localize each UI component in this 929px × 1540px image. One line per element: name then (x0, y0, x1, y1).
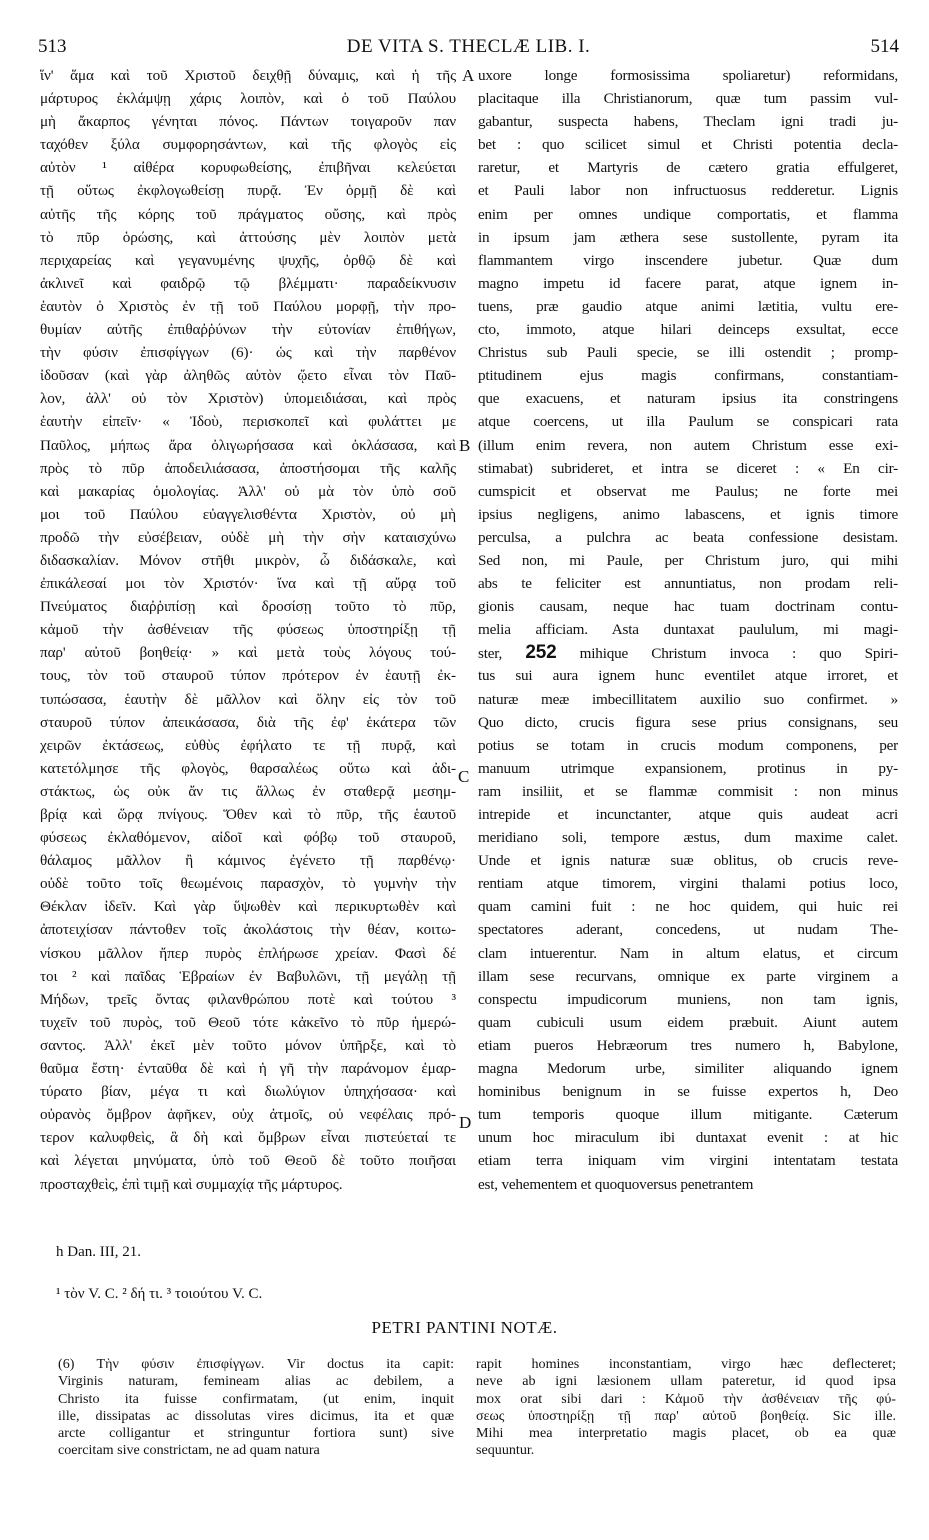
greek-text-line: φύσεως ἐκλαθόμενον, αἰδοῖ καὶ φόβῳ τοῦ σταυροῦ, (40, 829, 456, 847)
greek-text-line: σαντος. Ἀλλ' ἐκεῖ μὲν τοῦτο μόνον ὑπῆρξε, καὶ τὸ (40, 1036, 456, 1054)
latin-text-line: ipsius negligens, animo labascens, et ignis timore (478, 505, 898, 523)
latin-text-line: perculsa, a pulchra ac beata confessione desistam. (478, 528, 898, 546)
latin-text-line: magno impetu id facere parat, atque ignem in- (478, 274, 898, 292)
latin-text-line: magna Medorum urbe, similiter aliquando ignem (478, 1060, 898, 1078)
greek-text-line: περιχαρείας καὶ γεγανυμένης ψυχῆς, ὀρθῷ δὲ καὶ (40, 251, 456, 269)
greek-text-line: ἵν' ἅμα καὶ τοῦ Χριστοῦ δειχθῇ δύναμις, καὶ ἡ τῆς (40, 67, 456, 84)
note-line: mox orat sibi dari : Κἀμοῦ τὴν ἀσθένειαν τῆς φύ- (476, 1390, 896, 1407)
note-line: Virginis naturam, femineam alias ac debilem, a (58, 1373, 454, 1390)
note-line: ille, dissipatas ac dissolutas vires dicimus, ita et quæ (58, 1407, 454, 1424)
greek-text-line: κατετόλμησε τῆς φλογὸς, θαρσαλέως οὕτω καὶ ἀδι- (40, 759, 456, 777)
latin-text-line: clam intuerentur. Nam in altum elatus, et circum (478, 944, 898, 962)
greek-text-line: τὴν φύσιν ἐπισφίγγων (6)· ὡς καὶ τὴν παρθένον (40, 344, 456, 362)
latin-text-line: melia afficiam. Asta duntaxat paululum, mi magi- (478, 621, 898, 639)
latin-text-line: cto, immoto, atque hilari deinceps exsultat, ecce (478, 321, 898, 339)
greek-text-line: τους, τὸν τοῦ σταυροῦ τύπον πρότερον ἐν ἑαυτῇ ἐκ- (40, 667, 456, 685)
greek-text-line: στάκτως, ὡς οὐκ ἄν τις ἄλλως ἐν σταθερᾷ μεσημ- (40, 782, 456, 800)
greek-text-line: προσταχθεὶς, ἐπὶ τιμῇ καὶ συμμαχίᾳ τῆς μάρτυρος. (40, 1175, 343, 1193)
greek-text-line: ἀποτειχίσαν πάντοθεν τοῖς ἀκολάστοις τὴν θέαν, κοιτω- (40, 921, 456, 939)
latin-text-line: que exacuens, et naturam ipsius ita constringens (478, 390, 898, 408)
greek-text-line: βρίᾳ καὶ ὥρᾳ πνίγους. Ὅθεν καὶ τὸ πῦρ, τῆς ἑαυτοῦ (40, 806, 456, 823)
greek-text-line: θάλαμος μᾶλλον ἢ κάμινος ἐγένετο τῇ παρθένῳ· (40, 852, 456, 870)
latin-text-line: enim per omnes undique comportatis, et flamma (478, 205, 898, 223)
greek-text-line: σταυροῦ τύπον ἀπεικάσασα, διὰ τῆς ἐφ' ἑκάτερα τῶν (40, 713, 456, 731)
page-number-left: 513 (38, 36, 67, 57)
latin-text-line: gionis causam, neque hac tuam doctrinam contu- (478, 598, 898, 616)
greek-text-line: προδῶ τὴν εὐσέβειαν, οὐδὲ μὴ τὴν σὴν καταισχύνω (40, 528, 456, 546)
note-line: rapit homines inconstantiam, virgo hæc deflecteret; (476, 1356, 896, 1372)
greek-text-line: νίσκου μᾶλλον ἤπερ πυρὸς ἐπλήρωσε χρείαν. Φασὶ δέ (40, 944, 456, 962)
latin-text-line: ptitudinem ejus magis confirmans, constantiam- (478, 367, 898, 385)
greek-text-line: οὐδὲ τοῦτο τοῖς θεωμένοις παρασχὸν, τὸ γυμνὴν τὴν (40, 875, 456, 893)
greek-text-line: Πνεύματος διαῤῥιπίσῃ καὶ δροσίσῃ τοῦτο τὸ πῦρ, (40, 598, 456, 616)
greek-text-line: καὶ λέγεται μηνύματα, ὑπὸ τοῦ Θεοῦ δὲ τοῦτο ποιῆσαι (40, 1152, 456, 1170)
margin-marker-a: A (462, 66, 475, 85)
notes-left-column (58, 1356, 454, 1460)
greek-text-line: τερον καλυφθεὶς, ἃ δὴ καὶ ὄμβρων εἶναι πιστεύεταί τε (40, 1129, 456, 1147)
greek-text-line: παρ' αὐτοῦ βοηθείᾳ· » καὶ μετὰ τοὺς λόγους τού- (40, 644, 456, 662)
page-marker-252: 252 (525, 642, 557, 664)
greek-text-line: λον, ἀλλ' οὐ τὸν Χριστὸν) ὑπομειδιάσαι, καὶ πρὸς (40, 390, 456, 408)
note-line: arcte colligantur et stringuntur fortiora sunt) sive (58, 1425, 454, 1442)
latin-text-line: tuens, præ gaudio atque animi lætitia, vultu ere- (478, 297, 898, 315)
latin-text-line: bet : quo scilicet simul et Christi potentia decla- (478, 136, 898, 154)
latin-text-line: quam cubiculi usum eidem præbuit. Aiunt autem (478, 1013, 898, 1031)
latin-text-line: tum temporis quoque illum mitigante. Cæterum (478, 1106, 898, 1124)
latin-text-line: Sed non, mi Paule, per Christum juro, qui mihi (478, 551, 898, 569)
latin-text-line: ster, 252 mihique Christum invoca : quo Spiri- (478, 642, 898, 664)
greek-text-line: μοι τοῦ Παύλου εὐαγγελισθέντα Χριστὸν, οὐ μὴ (40, 505, 456, 523)
note-line: (6) Τὴν φύσιν ἐπισφίγγων. Vir doctus ita capit: (58, 1356, 454, 1372)
note-line: coercitam sive constrictam, ne ad quam natura (58, 1442, 320, 1459)
latin-text-line: uxore longe formosissima spoliaretur) reformidans, (478, 67, 898, 84)
latin-text-line: conspectu impudicorum muniens, non tam ignis, (478, 990, 898, 1008)
latin-text-line: naturæ meæ imbecillitatem auxilio suo confirmet. » (478, 690, 898, 708)
latin-text-line: (illum enim revera, non autem Christum esse exi- (478, 436, 898, 454)
greek-text-line: τὸ πῦρ ὁρώσης, καὶ ἀττούσης μὲν λοιπὸν μετὰ (40, 228, 456, 246)
greek-text-line: διδασκαλίαν. Μόνον στῆθι μικρὸν, ὦ διδάσκαλε, καὶ (40, 551, 456, 569)
greek-text-line: αὐτῆς τῆς κόρης τοῦ πράγματος οὔσης, καὶ πρὸς (40, 205, 456, 223)
margin-marker-b: B (459, 436, 471, 455)
latin-text-line: quam camini fuit : ne hoc quidem, qui huic rei (478, 898, 898, 916)
latin-text-line: etiam terra iniquam vim virgini intentatam testata (478, 1152, 898, 1170)
latin-text-line: in ipsum jam æthera sese sustollente, pyram ita (478, 228, 898, 246)
latin-text-line: Unde et ignis naturæ suæ oblitus, ob crucis reve- (478, 852, 898, 870)
running-title: DE VITA S. THECLÆ LIB. I. (346, 36, 591, 57)
greek-text-line: τοι ² καὶ παῖδας Ἑβραίων ἐν Βαβυλῶνι, τῇ μεγάλῃ τῇ (40, 967, 456, 985)
note-line: sequuntur. (476, 1442, 535, 1459)
latin-text-line: flammantem virgo inscendere jubetur. Quæ dum (478, 251, 898, 269)
greek-text-line: τυχεῖν τοῦ πυρὸς, τοῦ Θεοῦ τότε κἀκεῖνο τὸ πῦρ ἡμερώ- (40, 1013, 456, 1031)
latin-text-line: est, vehementem et quoquoversus penetrantem (478, 1175, 754, 1193)
greek-text-line: ἑαυτὴν εἰπεῖν· « Ἰδοὺ, περισκοπεῖ καὶ φυλάττει με (40, 413, 456, 431)
greek-text-line: τύρατο βίαν, μέγα τι καὶ διωλύγιον ὑπηχήσασα· καὶ (40, 1083, 456, 1101)
latin-text-line: cumspicit et observat me Paulus; ne forte mei (478, 482, 898, 500)
greek-text-line: Θέκλαν ἰδεῖν. Καὶ γὰρ ὕψωθὲν καὶ περικυρτωθὲν καὶ (40, 898, 456, 916)
greek-text-line: ταχόθεν ξύλα συμφορησάντων, καὶ τῆς φλογὸς εἰς (40, 136, 456, 154)
greek-text-line: θαῦμα ἔστη· ἐνταῦθα δὲ καὶ ἡ γῆ τὴν παράνομον ἐμαρ- (40, 1060, 456, 1078)
latin-text-line: potius se totam in crucis modum componens, per (478, 736, 898, 754)
greek-text-line: μάρτυρος ἐκλάμψῃ χάρις λοιπὸν, καὶ ὁ τοῦ Παύλου (40, 90, 456, 108)
greek-text-line: ἀκλινεῖ καὶ φαιδρῷ τῷ βλέμματι· παραδείκνυσιν (40, 274, 456, 292)
running-header (38, 34, 899, 60)
greek-text-line: τυπώσασα, ἑαυτὴν δὲ μᾶλλον καὶ ὅλην εἰς τὸν τοῦ (40, 690, 456, 708)
page-number-right: 514 (870, 36, 899, 57)
note-line: Christo ita fuisse confirmatam, (ut enim, inquit (58, 1390, 454, 1407)
latin-text-line: Christus sub Pauli specie, se illi ostendit ; promp- (478, 344, 898, 362)
latin-text-line: Quo dicto, crucis figura sese prius consignans, seu (478, 713, 898, 731)
notes-title: PETRI PANTINI NOTÆ. (371, 1318, 558, 1337)
latin-text-line: unum hoc miraculum ibi duntaxat evenit : at hic (478, 1129, 898, 1147)
latin-text-line: atque coercens, ut illa Paulum se conspicari rata (478, 413, 898, 431)
latin-text-line: placitaque illa Christianorum, quæ tum passim vul- (478, 90, 898, 108)
latin-text-line: ram insiliit, et se flammæ commisit : non minus (478, 782, 898, 800)
latin-text-column (478, 64, 898, 1196)
note-line: σεως ὑποστηρίξῃ τῇ παρ' αὐτοῦ βοηθείᾳ. Sic ille. (476, 1407, 896, 1424)
note-line: Mihi mea interpretatio magis placet, ob ea quæ (476, 1425, 896, 1442)
latin-text-line: manuum utrimque expansionem, protinus in py- (478, 759, 898, 777)
latin-text-line: illam sese recurvans, omnique ex parte virginem a (478, 967, 898, 985)
latin-text-line: stimabat) subrideret, et intra se diceret : « En cir- (478, 459, 898, 477)
note-line: neve ab igni læsionem ullam pateretur, id quod ipsa (476, 1373, 896, 1390)
greek-text-line: θυμίαν αὐτῆς ἐπιθαῤῥύνων τὴν εὐτονίαν ἐπιθήγων, (40, 321, 456, 339)
footnote-variants: ¹ τὸν V. C. ² δή τι. ³ τοιούτου V. C. (56, 1286, 263, 1302)
greek-text-line: Μήδων, τρεῖς ὄντας φιλανθρώπου ποτὲ καὶ τούτου ³ (40, 990, 456, 1008)
greek-text-line: πρὸς τὸ πῦρ ἀποδειλιάσασα, ἀποστήσομαι τῆς καλῆς (40, 459, 456, 477)
latin-text-line: etiam pueros Hebræorum tres numero h, Babylone, (478, 1036, 898, 1054)
greek-text-line: αὐτὸν ¹ αἰθέρα κορυφωθείσης, ἐπιβῆναι κελεύεται (40, 159, 456, 177)
notes-right-column (476, 1356, 896, 1460)
greek-text-line: ἑαυτὸν ὁ Χριστὸς ἐν τῇ τοῦ Παύλου μορφῇ, τὴν προ- (40, 297, 456, 315)
latin-text-line: tus sui aura ignem hunc eventilet atque irroret, et (478, 667, 898, 685)
greek-text-line: οὐρανὸς ὄμβρον ἀφῆκεν, οὐχ ἀτμοῖς, οὐ νεφέλαις πρό- (40, 1106, 456, 1124)
latin-text-line: gabantur, suspecta habens, Theclam igni tradi ju- (478, 113, 898, 131)
latin-text-line: abs te feliciter est annuntiatus, non prodam reli- (478, 575, 898, 593)
greek-text-line: τῇ οὕτως ἐκφλογωθείσῃ πυρᾷ. Ἐν ὁρμῇ δὲ καὶ (40, 182, 456, 200)
latin-text-line: raretur, et Martyris de cætero gratia effulgeret, (478, 159, 898, 177)
latin-text-line: et Pauli labor non infructuosus redderetur. Lignis (478, 182, 898, 200)
greek-text-line: μὴ ἄκαρπος γένηται πόνος. Πάντων τοιγαροῦν παν (40, 113, 456, 131)
greek-text-line: ἰδοῦσαν (καὶ γὰρ ἀληθῶς αὐτὸν ᾤετο εἶναι τὸν Παῦ- (40, 367, 456, 385)
greek-text-column (40, 64, 456, 1196)
greek-text-line: καὶ μακαρίας ὁμολογίας. Ἀλλ' οὐ μὰ τὸν ὑπὸ σοῦ (40, 482, 456, 500)
footnote-reference: h Dan. III, 21. (56, 1244, 141, 1260)
latin-text-line: spectatores aderant, concedens, ut nudam The- (478, 921, 898, 939)
greek-text-line: χειρῶν ἐκτάσεως, εὐθὺς ἐφήλατο τε τῇ πυρᾷ, καὶ (40, 736, 456, 754)
greek-text-line: κἀμοῦ τὴν ἀσθένειαν τῆς φύσεως ὑποστηρίξῃ τῇ (40, 621, 456, 639)
margin-marker-d: D (459, 1113, 472, 1132)
greek-text-line: Παῦλος, μήπως ἄρα ὀλιγωρήσασα καὶ ὀκλάσασα, καὶ (40, 436, 456, 454)
margin-marker-c: C (458, 767, 470, 786)
latin-text-line: hominibus benignum in se fuisse expertos h, Deo (478, 1083, 898, 1101)
latin-text-line: meridiano soli, tempore æstus, dum maxime calet. (478, 829, 898, 847)
greek-text-line: ἐπικάλεσαί μοι τὸν Χριστόν· ἵνα καὶ τῇ αὔρᾳ τοῦ (40, 575, 456, 593)
latin-text-line: rentiam atque timorem, virgini thalami potius loco, (478, 875, 898, 893)
latin-text-line: intrepide et incunctanter, atque quis audeat acri (478, 806, 898, 823)
